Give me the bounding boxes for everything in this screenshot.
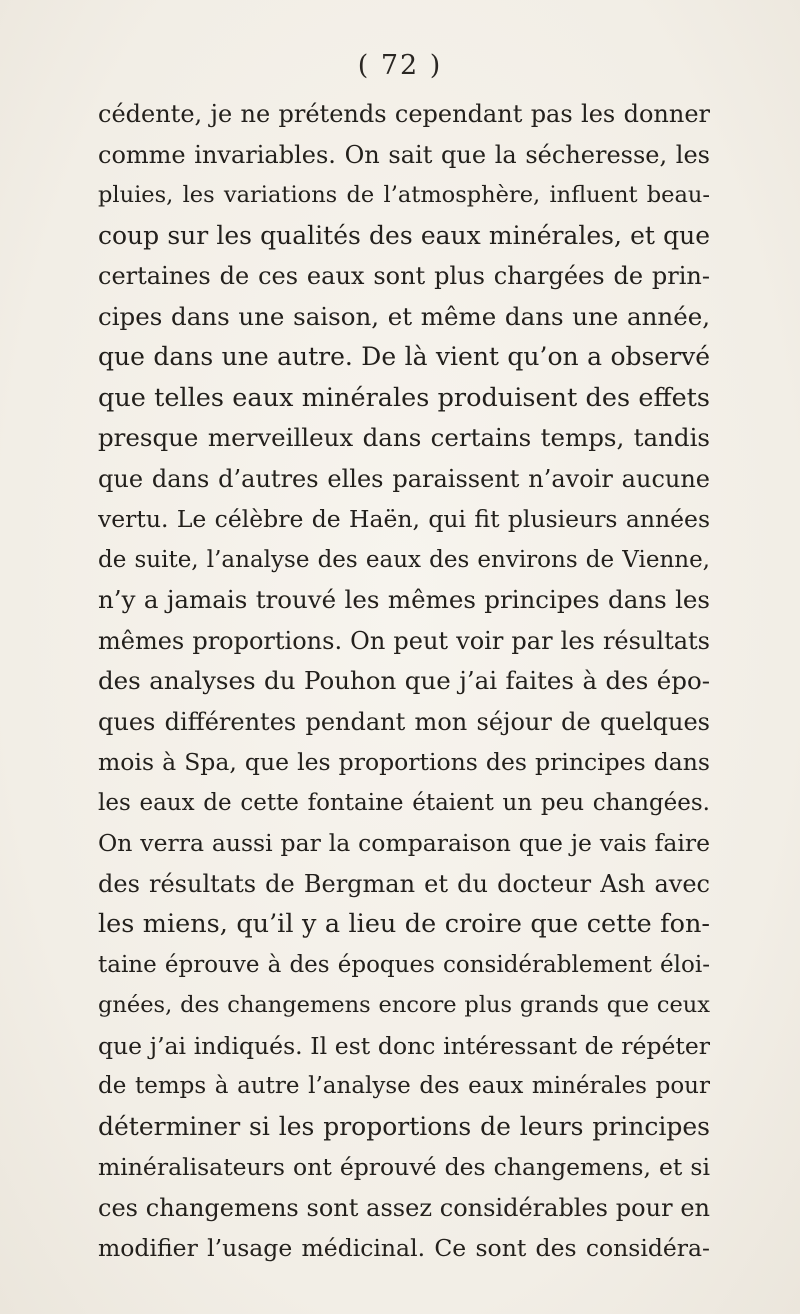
text-line: que j’ai indiqués. Il est donc intéressant de répéter bbox=[98, 1031, 710, 1060]
text-line: certaines de ces eaux sont plus chargées de prin- bbox=[98, 262, 710, 290]
text-line: cipes dans une saison, et même dans une année, bbox=[98, 301, 710, 331]
text-line: gnées, des changemens encore plus grands que ceux bbox=[98, 992, 710, 1018]
text-line: taine éprouve à des époques considérablement éloi- bbox=[98, 951, 710, 978]
text-line: cédente, je ne prétends cependant pas les donner bbox=[98, 100, 710, 128]
text-line: On verra aussi par la comparaison que je vais faire bbox=[98, 829, 710, 857]
text-line: comme invariables. On sait que la sécheresse, les bbox=[98, 140, 710, 169]
text-line: que telles eaux minérales produisent des effets bbox=[98, 382, 710, 413]
text-line: les miens, qu’il y a lieu de croire que cette fon- bbox=[98, 909, 710, 939]
text-line: pluies, les variations de l’atmosphère, influent beau- bbox=[98, 182, 710, 208]
text-line: mois à Spa, que les proportions des principes dans bbox=[98, 748, 710, 776]
page-number: ( 72 ) bbox=[357, 50, 443, 81]
text-line: mêmes proportions. On peut voir par les résultats bbox=[98, 626, 710, 655]
text-line: des résultats de Bergman et du docteur Ash avec bbox=[98, 869, 710, 898]
text-line: vertu. Le célèbre de Haën, qui fit plusieurs années bbox=[98, 505, 710, 533]
text-line: que dans d’autres elles paraissent n’avoir aucune bbox=[98, 464, 710, 493]
text-line: des analyses du Pouhon que j’ai faites à des épo- bbox=[98, 666, 710, 695]
text-line: modifier l’usage médicinal. Ce sont des considéra- bbox=[98, 1234, 710, 1262]
text-line: presque merveilleux dans certains temps, tandis bbox=[98, 423, 710, 452]
text-line: minéralisateurs ont éprouvé des changemens, et si bbox=[98, 1153, 710, 1181]
text-line: les eaux de cette fontaine étaient un peu changées. bbox=[98, 789, 710, 816]
text-line: que dans une autre. De là vient qu’on a observé bbox=[98, 342, 710, 371]
text-line: ques différentes pendant mon séjour de quelques bbox=[98, 707, 710, 736]
text-line: n’y a jamais trouvé les mêmes principes dans les bbox=[98, 585, 710, 614]
body-text bbox=[98, 94, 710, 1269]
text-line: ces changemens sont assez considérables pour en bbox=[98, 1193, 710, 1222]
text-line: coup sur les qualités des eaux minérales, et que bbox=[98, 220, 710, 250]
text-line: déterminer si les proportions de leurs principes bbox=[98, 1111, 710, 1141]
text-line: de suite, l’analyse des eaux des environs de Vienne, bbox=[98, 546, 710, 573]
text-line: de temps à autre l’analyse des eaux minérales pour bbox=[98, 1073, 710, 1099]
